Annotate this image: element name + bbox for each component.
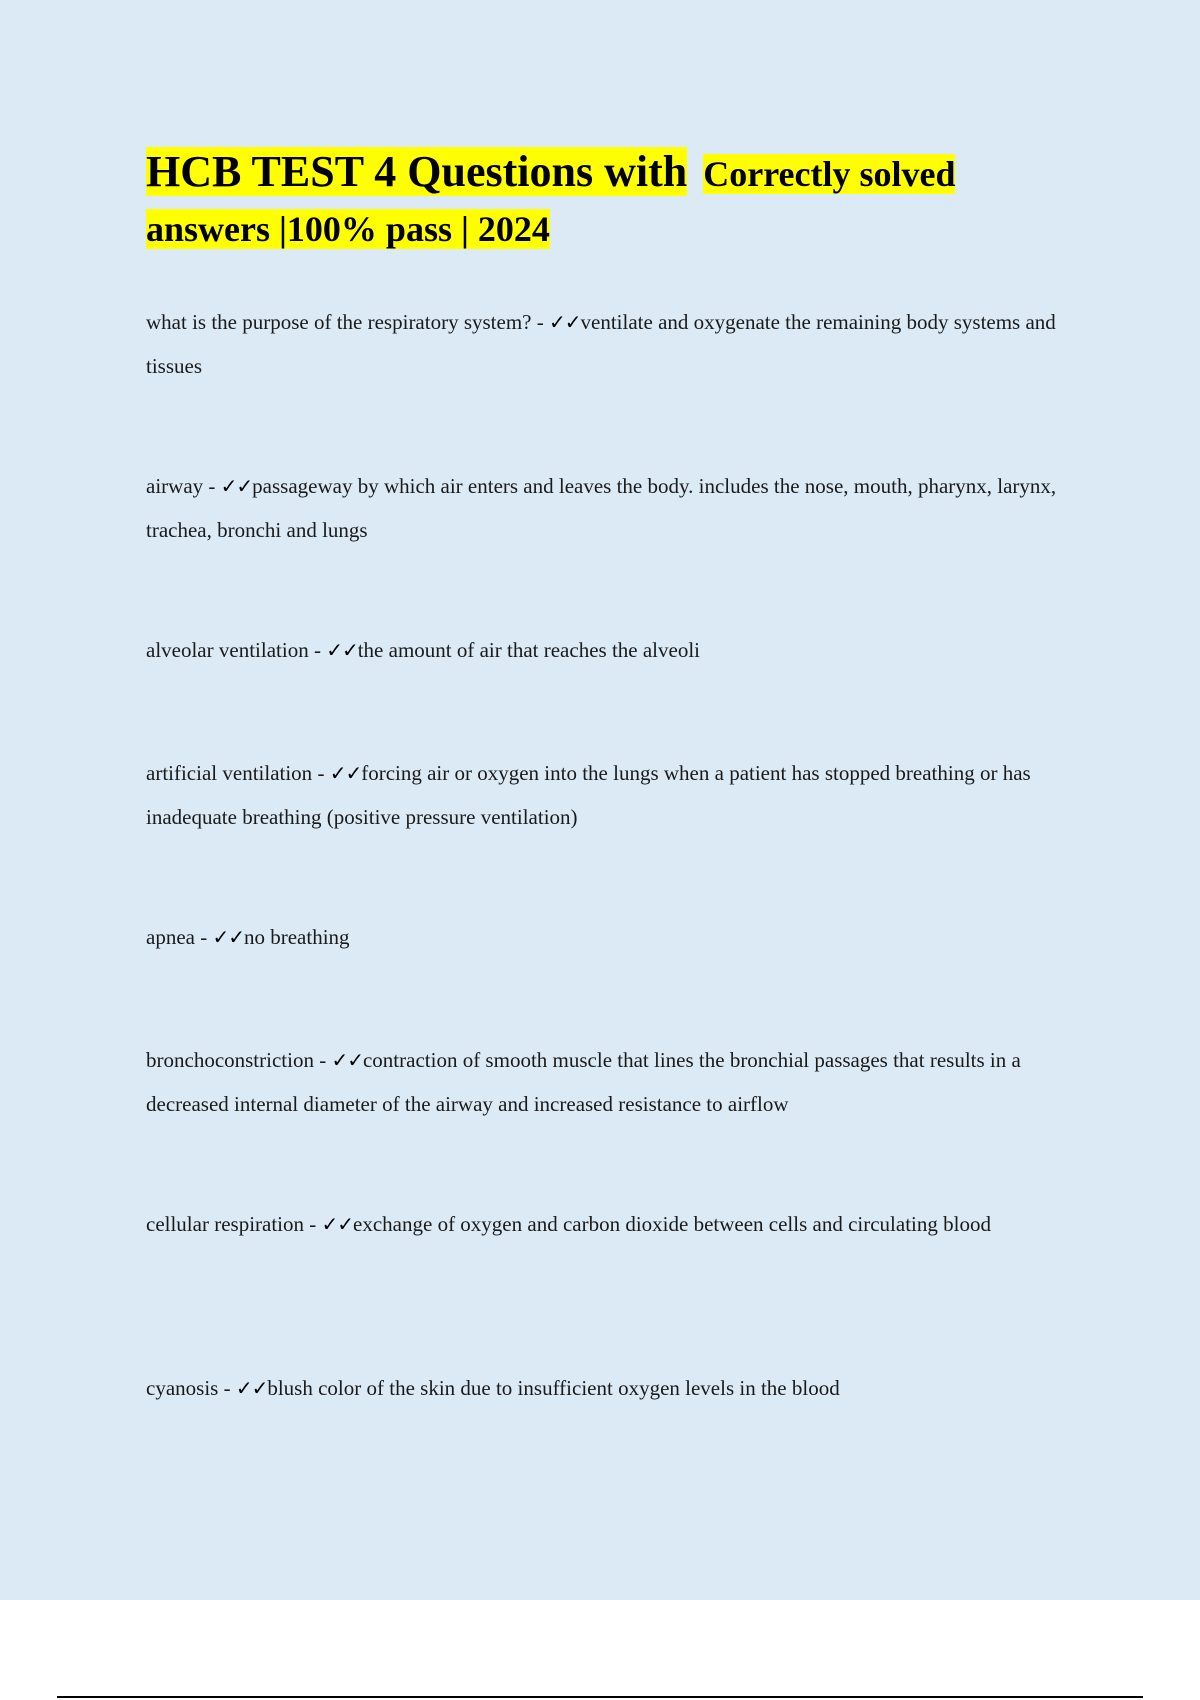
qa-answer: the amount of air that reaches the alveoli — [357, 638, 700, 662]
title-text-tertiary: answers |100% pass | 2024 — [146, 209, 550, 249]
qa-item — [146, 1202, 1076, 1246]
qa-answer: contraction of smooth muscle that lines the bronchial passages that results in a decreased internal diameter of the airway and increased resistance to airflow — [146, 1048, 1021, 1116]
qa-separator: - — [203, 474, 221, 498]
qa-separator: - — [312, 761, 330, 785]
qa-term: artificial ventilation — [146, 761, 313, 785]
qa-term: airway — [146, 474, 204, 498]
qa-item — [146, 464, 1076, 552]
qa-separator: - — [304, 1212, 322, 1236]
qa-term: bronchoconstriction — [146, 1048, 314, 1072]
qa-separator: - — [308, 638, 327, 662]
double-check-icon: ✓✓ — [331, 1048, 363, 1072]
qa-answer: blush color of the skin due to insufficient oxygen levels in the blood — [267, 1376, 840, 1400]
qa-term: apnea — [146, 925, 195, 949]
qa-item — [146, 751, 1076, 839]
qa-separator: - — [194, 925, 213, 949]
qa-answer: no breathing — [243, 925, 350, 949]
qa-term: what is the purpose of the respiratory system? — [146, 310, 532, 334]
qa-term: alveolar ventilation — [146, 638, 309, 662]
double-check-icon: ✓✓ — [212, 925, 244, 949]
title-text-main: HCB TEST 4 Questions with — [146, 147, 688, 196]
qa-separator: - — [531, 310, 549, 334]
title-text-secondary: Correctly solved — [703, 154, 956, 194]
double-check-icon: ✓✓ — [220, 474, 253, 498]
qa-term: cellular respiration — [146, 1212, 305, 1236]
double-check-icon: ✓✓ — [549, 310, 581, 334]
qa-answer: ventilate and oxygenate the remaining body systems and tissues — [146, 310, 1056, 378]
double-check-icon: ✓✓ — [321, 1212, 354, 1236]
double-check-icon: ✓✓ — [329, 761, 362, 785]
double-check-icon: ✓✓ — [235, 1376, 268, 1400]
qa-answer: passageway by which air enters and leaves the body. includes the nose, mouth, pharynx, larynx, trachea, bronchi and lungs — [146, 474, 1057, 542]
qa-item — [146, 1038, 1076, 1126]
qa-separator: - — [218, 1376, 236, 1400]
double-check-icon: ✓✓ — [326, 638, 358, 662]
qa-term: cyanosis — [146, 1376, 219, 1400]
qa-item — [146, 628, 1076, 672]
qa-item — [146, 300, 1076, 388]
qa-answer: forcing air or oxygen into the lungs when a patient has stopped breathing or has inadequate breathing (positive pressure ventilation) — [146, 761, 1031, 829]
qa-separator: - — [313, 1048, 332, 1072]
qa-answer: exchange of oxygen and carbon dioxide between cells and circulating blood — [353, 1212, 991, 1236]
qa-item — [146, 915, 1076, 959]
footer-divider — [57, 1696, 1143, 1698]
document-title — [146, 145, 1066, 257]
qa-item — [146, 1366, 1076, 1410]
